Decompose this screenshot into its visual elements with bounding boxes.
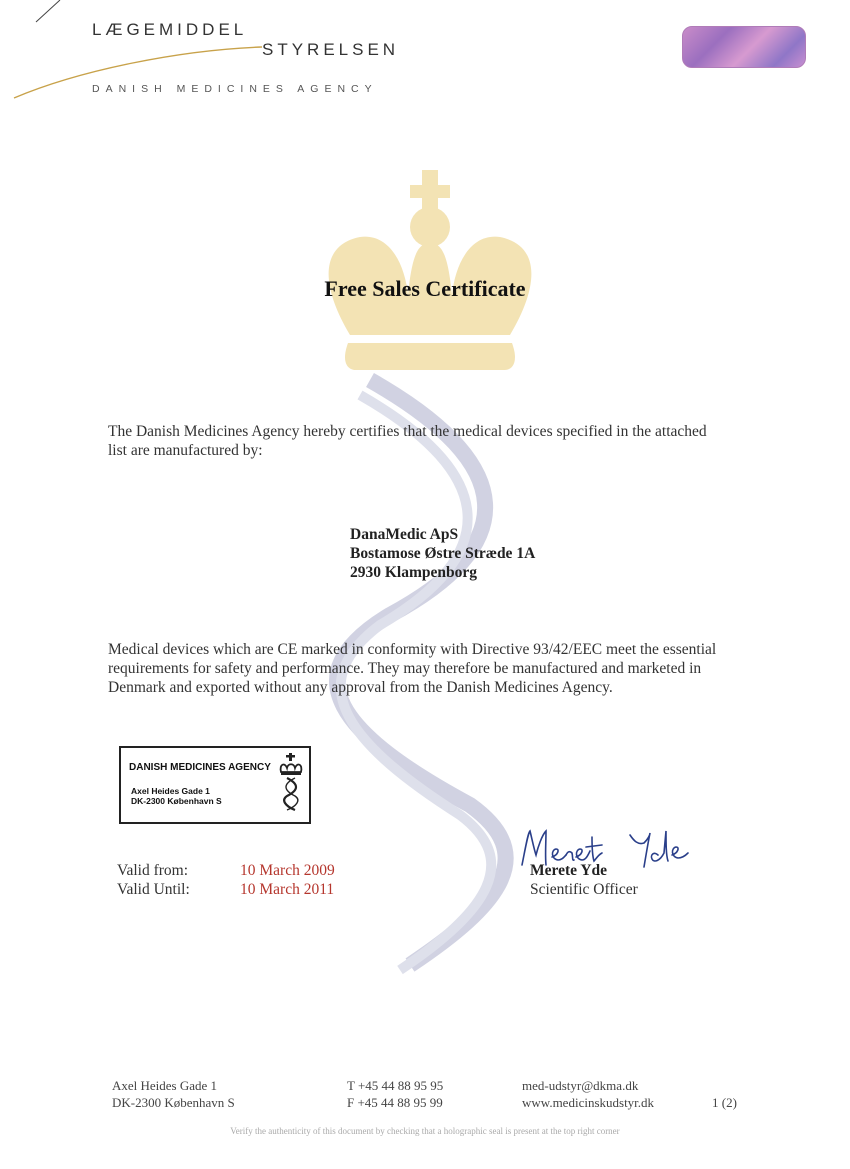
stamp-title: DANISH MEDICINES AGENCY: [129, 762, 271, 773]
valid-until-date: 10 March 2011: [240, 881, 335, 898]
manufacturer-city: 2930 Klampenborg: [350, 564, 478, 581]
valid-until-label: Valid Until:: [117, 881, 190, 898]
signer-name: Merete Yde: [530, 862, 608, 879]
intro-paragraph: The Danish Medicines Agency hereby certifies that the medical devices specified in the attached list are manufactured by:: [108, 423, 707, 459]
stamp-address-line1: Axel Heides Gade 1: [131, 786, 210, 796]
page-number: 1 (2): [712, 1095, 737, 1110]
signature-text: Merete Yde: [518, 825, 523, 826]
crown-serpent-icon: [277, 752, 305, 816]
footer-address-line2: DK-2300 København S: [112, 1095, 235, 1110]
valid-from-label: Valid from:: [117, 862, 189, 879]
logo-subtitle: DANISH MEDICINES AGENCY: [92, 83, 378, 95]
statement-paragraph: Medical devices which are CE marked in conformity with Directive 93/42/EEC meet the essential requirements for safety and performance. They may therefore be manufactured and marketed in Denmark and exported without any approval from the Danish Medicines Agency.: [108, 641, 717, 696]
agency-stamp: [119, 746, 311, 824]
logo-text-line2: STYRELSEN: [262, 40, 400, 59]
holographic-seal: [682, 26, 806, 68]
manufacturer-address: [350, 525, 535, 582]
footer-website: www.medicinskudstyr.dk: [522, 1095, 655, 1110]
footer-fax: F +45 44 88 95 99: [347, 1095, 443, 1110]
footer-phone: T +45 44 88 95 95: [347, 1078, 444, 1093]
stamp-address-line2: DK-2300 København S: [131, 796, 222, 806]
stamp-address: [131, 786, 222, 806]
logo-text-line1: LÆGEMIDDEL: [92, 20, 248, 39]
valid-from-date: 10 March 2009: [240, 862, 335, 879]
footer-contact: [522, 1077, 654, 1111]
document-title: Free Sales Certificate: [324, 276, 526, 301]
footer-email: med-udstyr@dkma.dk: [522, 1078, 639, 1093]
signer-title: Scientific Officer: [530, 881, 638, 898]
footer-address-line1: Axel Heides Gade 1: [112, 1078, 218, 1093]
manufacturer-street: Bostamose Østre Stræde 1A: [350, 545, 536, 562]
manufacturer-name: DanaMedic ApS: [350, 526, 459, 543]
footer-phone-fax: [347, 1077, 443, 1111]
verify-note: Verify the authenticity of this document by checking that a holographic seal is present at the top right corner: [230, 1126, 620, 1136]
footer-address: [112, 1077, 235, 1111]
